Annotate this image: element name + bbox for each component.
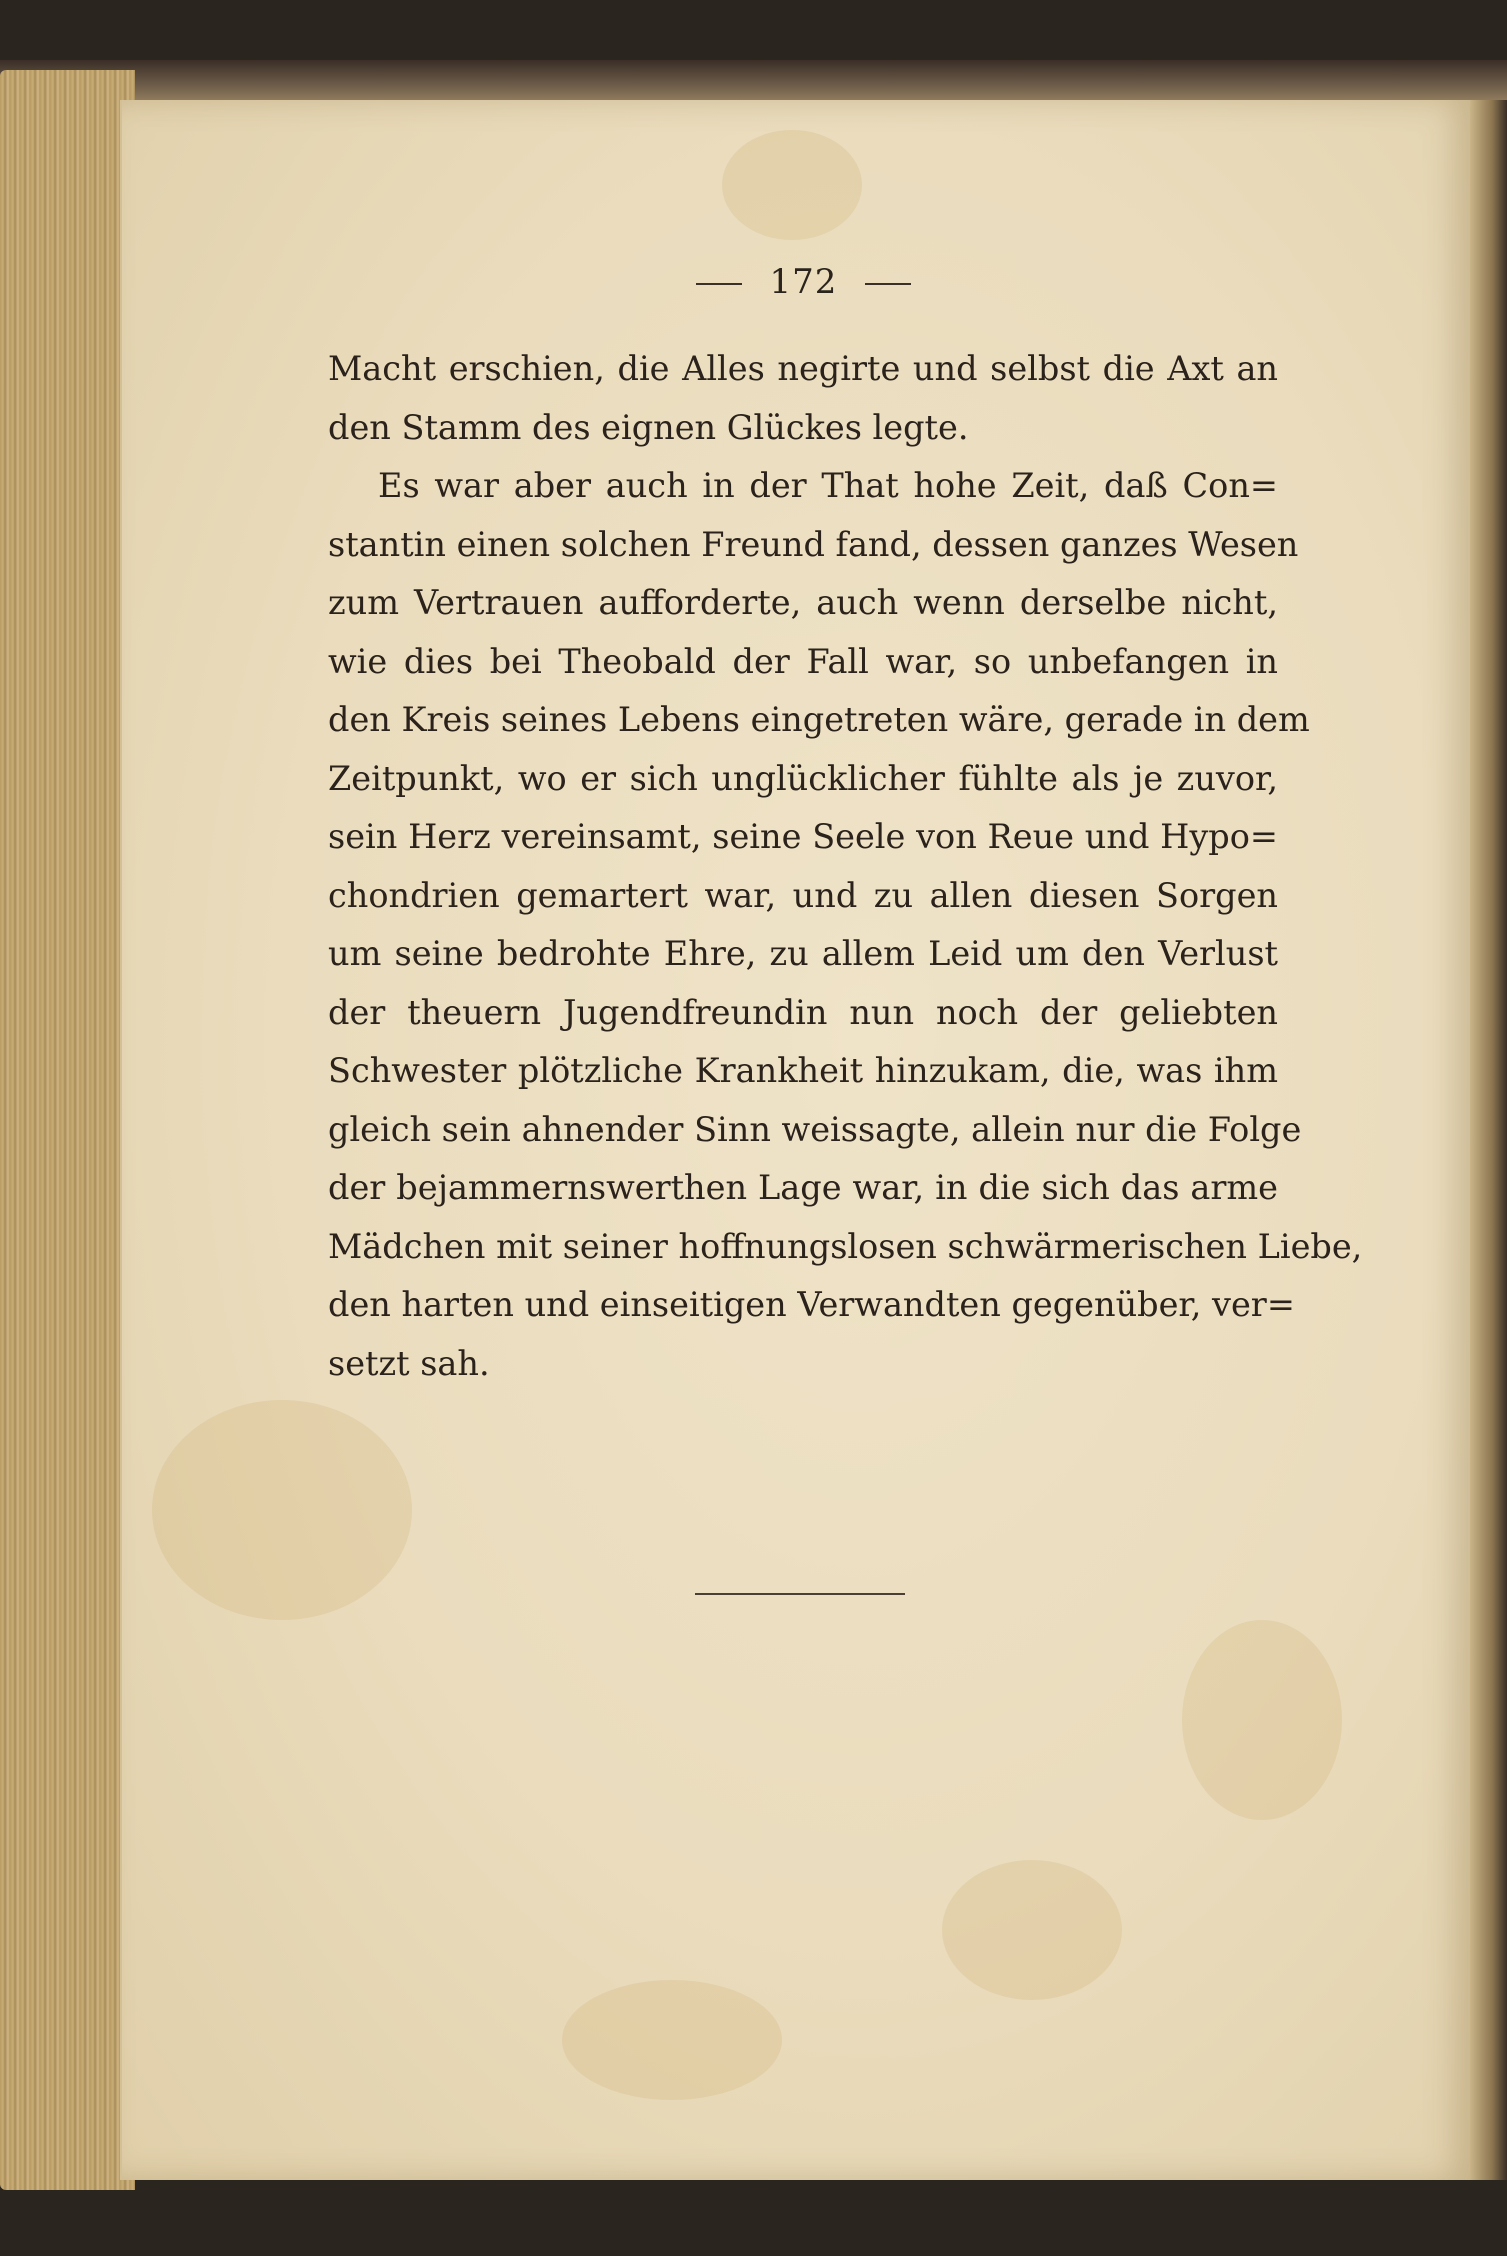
text-line: wie dies bei Theobald der Fall war, so unbefangen in — [328, 641, 1278, 681]
text-line: Macht erschien, die Alles negirte und selbst die Axt an — [328, 349, 1278, 388]
text-line: der bejammernswerthen Lage war, in die sich das arme — [328, 1168, 1278, 1207]
page-edges — [0, 70, 135, 2190]
page-number: 172 — [769, 262, 838, 302]
header-ornament-left — [696, 283, 742, 285]
text-line: gleich sein ahnender Sinn weissagte, allein nur die Folge — [328, 1109, 1302, 1149]
text-line: um seine bedrohte Ehre, zu allem Leid um den Verlust — [328, 934, 1278, 973]
next-page-edge — [1470, 100, 1507, 2180]
body-text — [328, 340, 1363, 1393]
text-line: Mädchen mit seiner hoffnungslosen schwärmerischen Liebe, — [328, 1226, 1363, 1266]
text-line: Zeitpunkt, wo er sich unglücklicher fühlte als je zuvor, — [328, 758, 1278, 798]
text-line: setzt sah. — [328, 1343, 490, 1383]
book-cover-edge — [0, 60, 1507, 100]
page-header — [0, 262, 1507, 302]
text-line: den Kreis seines Lebens eingetreten wäre, gerade in dem — [328, 700, 1310, 739]
text-line: Schwester plötzliche Krankheit hinzukam, die, was ihm — [328, 1051, 1278, 1090]
text-line: den harten und einseitigen Verwandten gegenüber, ver= — [328, 1285, 1295, 1324]
text-line: chondrien gemartert war, und zu allen diesen Sorgen — [328, 875, 1278, 915]
text-line: sein Herz vereinsamt, seine Seele von Reue und Hypo= — [328, 817, 1278, 856]
text-line: zum Vertrauen aufforderte, auch wenn derselbe nicht, — [328, 583, 1278, 622]
text-line: stantin einen solchen Freund fand, dessen ganzes Wesen — [328, 524, 1299, 564]
text-line: der theuern Jugendfreundin nun noch der geliebten — [328, 992, 1278, 1032]
section-end-rule — [695, 1593, 905, 1595]
text-line: den Stamm des eignen Glückes legte. — [328, 407, 969, 447]
header-ornament-right — [865, 283, 911, 285]
text-line: Es war aber auch in der That hohe Zeit, daß Con= — [378, 466, 1278, 505]
